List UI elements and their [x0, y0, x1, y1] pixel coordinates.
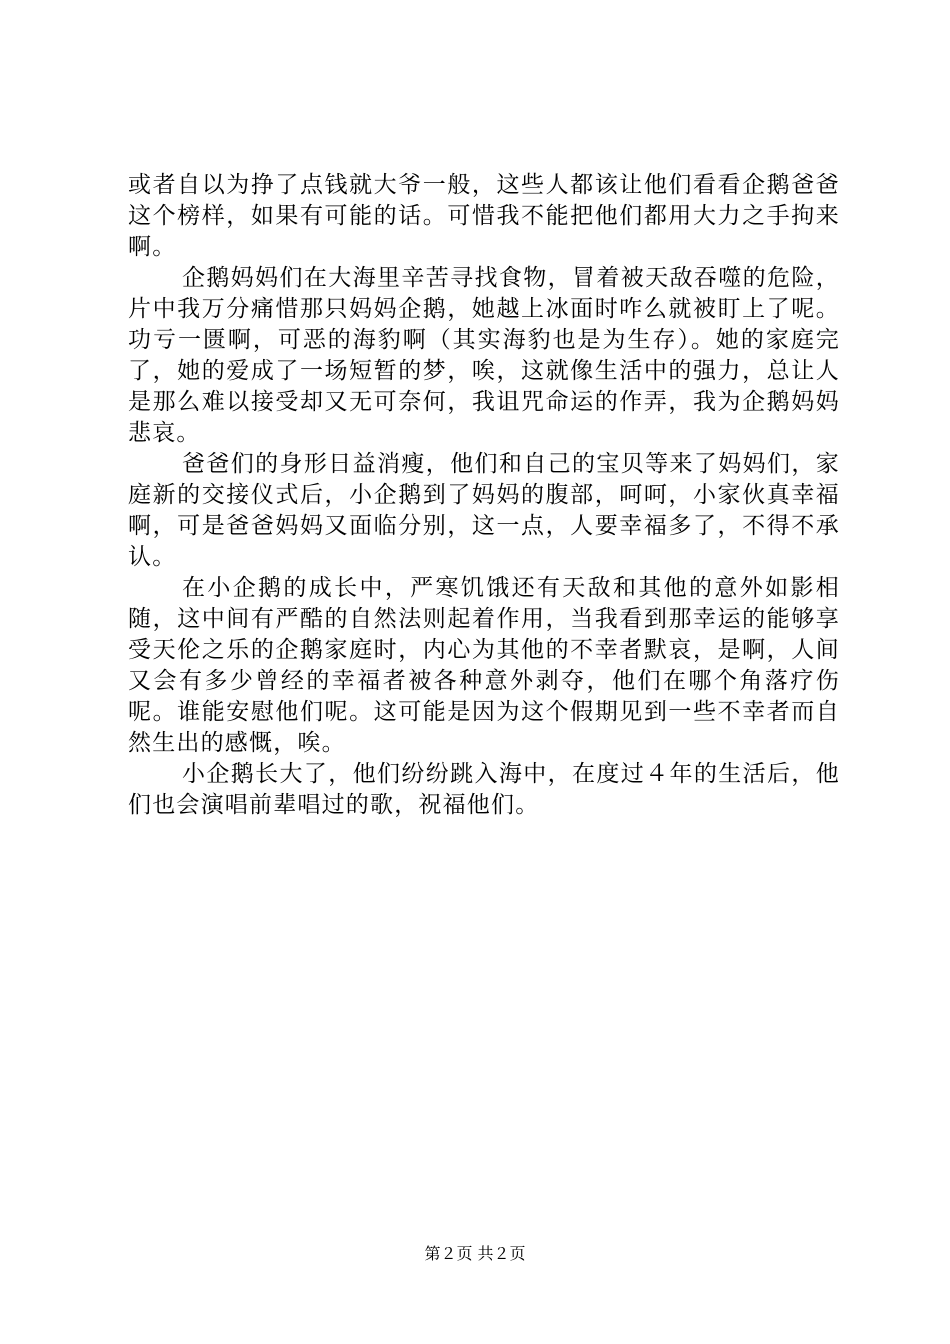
paragraph-3: 爸爸们的身形日益消瘦，他们和自己的宝贝等来了妈妈们，家庭新的交接仪式后，小企鹅到了妈妈的腹部，呵呵，小家伙真幸福啊，可是爸爸妈妈又面临分别，这一点，人要幸福多了，不得不承认。	[128, 451, 840, 570]
page-number-footer: 第２页 共２页	[424, 1244, 526, 1263]
document-body	[128, 170, 840, 821]
paragraph-1: 或者自以为挣了点钱就大爷一般，这些人都该让他们看看企鹅爸爸这个榜样，如果有可能的话。可惜我不能把他们都用大力之手拘来啊。	[128, 172, 840, 260]
paragraph-4: 在小企鹅的成长中，严寒饥饿还有天敌和其他的意外如影相随，这中间有严酷的自然法则起着作用，当我看到那幸运的能够享受天伦之乐的企鹅家庭时，内心为其他的不幸者默哀，是啊，人间又会有多少曾经的幸福者被各种意外剥夺，他们在哪个角落疗伤呢。谁能安慰他们呢。这可能是因为这个假期见到一些不幸者而自然生出的感慨，唉。	[128, 575, 840, 756]
paragraph-2: 企鹅妈妈们在大海里辛苦寻找食物，冒着被天敌吞噬的危险，片中我万分痛惜那只妈妈企鹅，她越上冰面时咋么就被盯上了呢。功亏一匮啊，可恶的海豹啊（其实海豹也是为生存）。她的家庭完了，她的爱成了一场短暂的梦，唉，这就像生活中的强力，总让人是那么难以接受却又无可奈何，我诅咒命运的作弄，我为企鹅妈妈悲哀。	[128, 265, 840, 446]
paragraph-5: 小企鹅长大了，他们纷纷跳入海中，在度过４年的生活后，他们也会演唱前辈唱过的歌，祝福他们。	[128, 761, 840, 818]
